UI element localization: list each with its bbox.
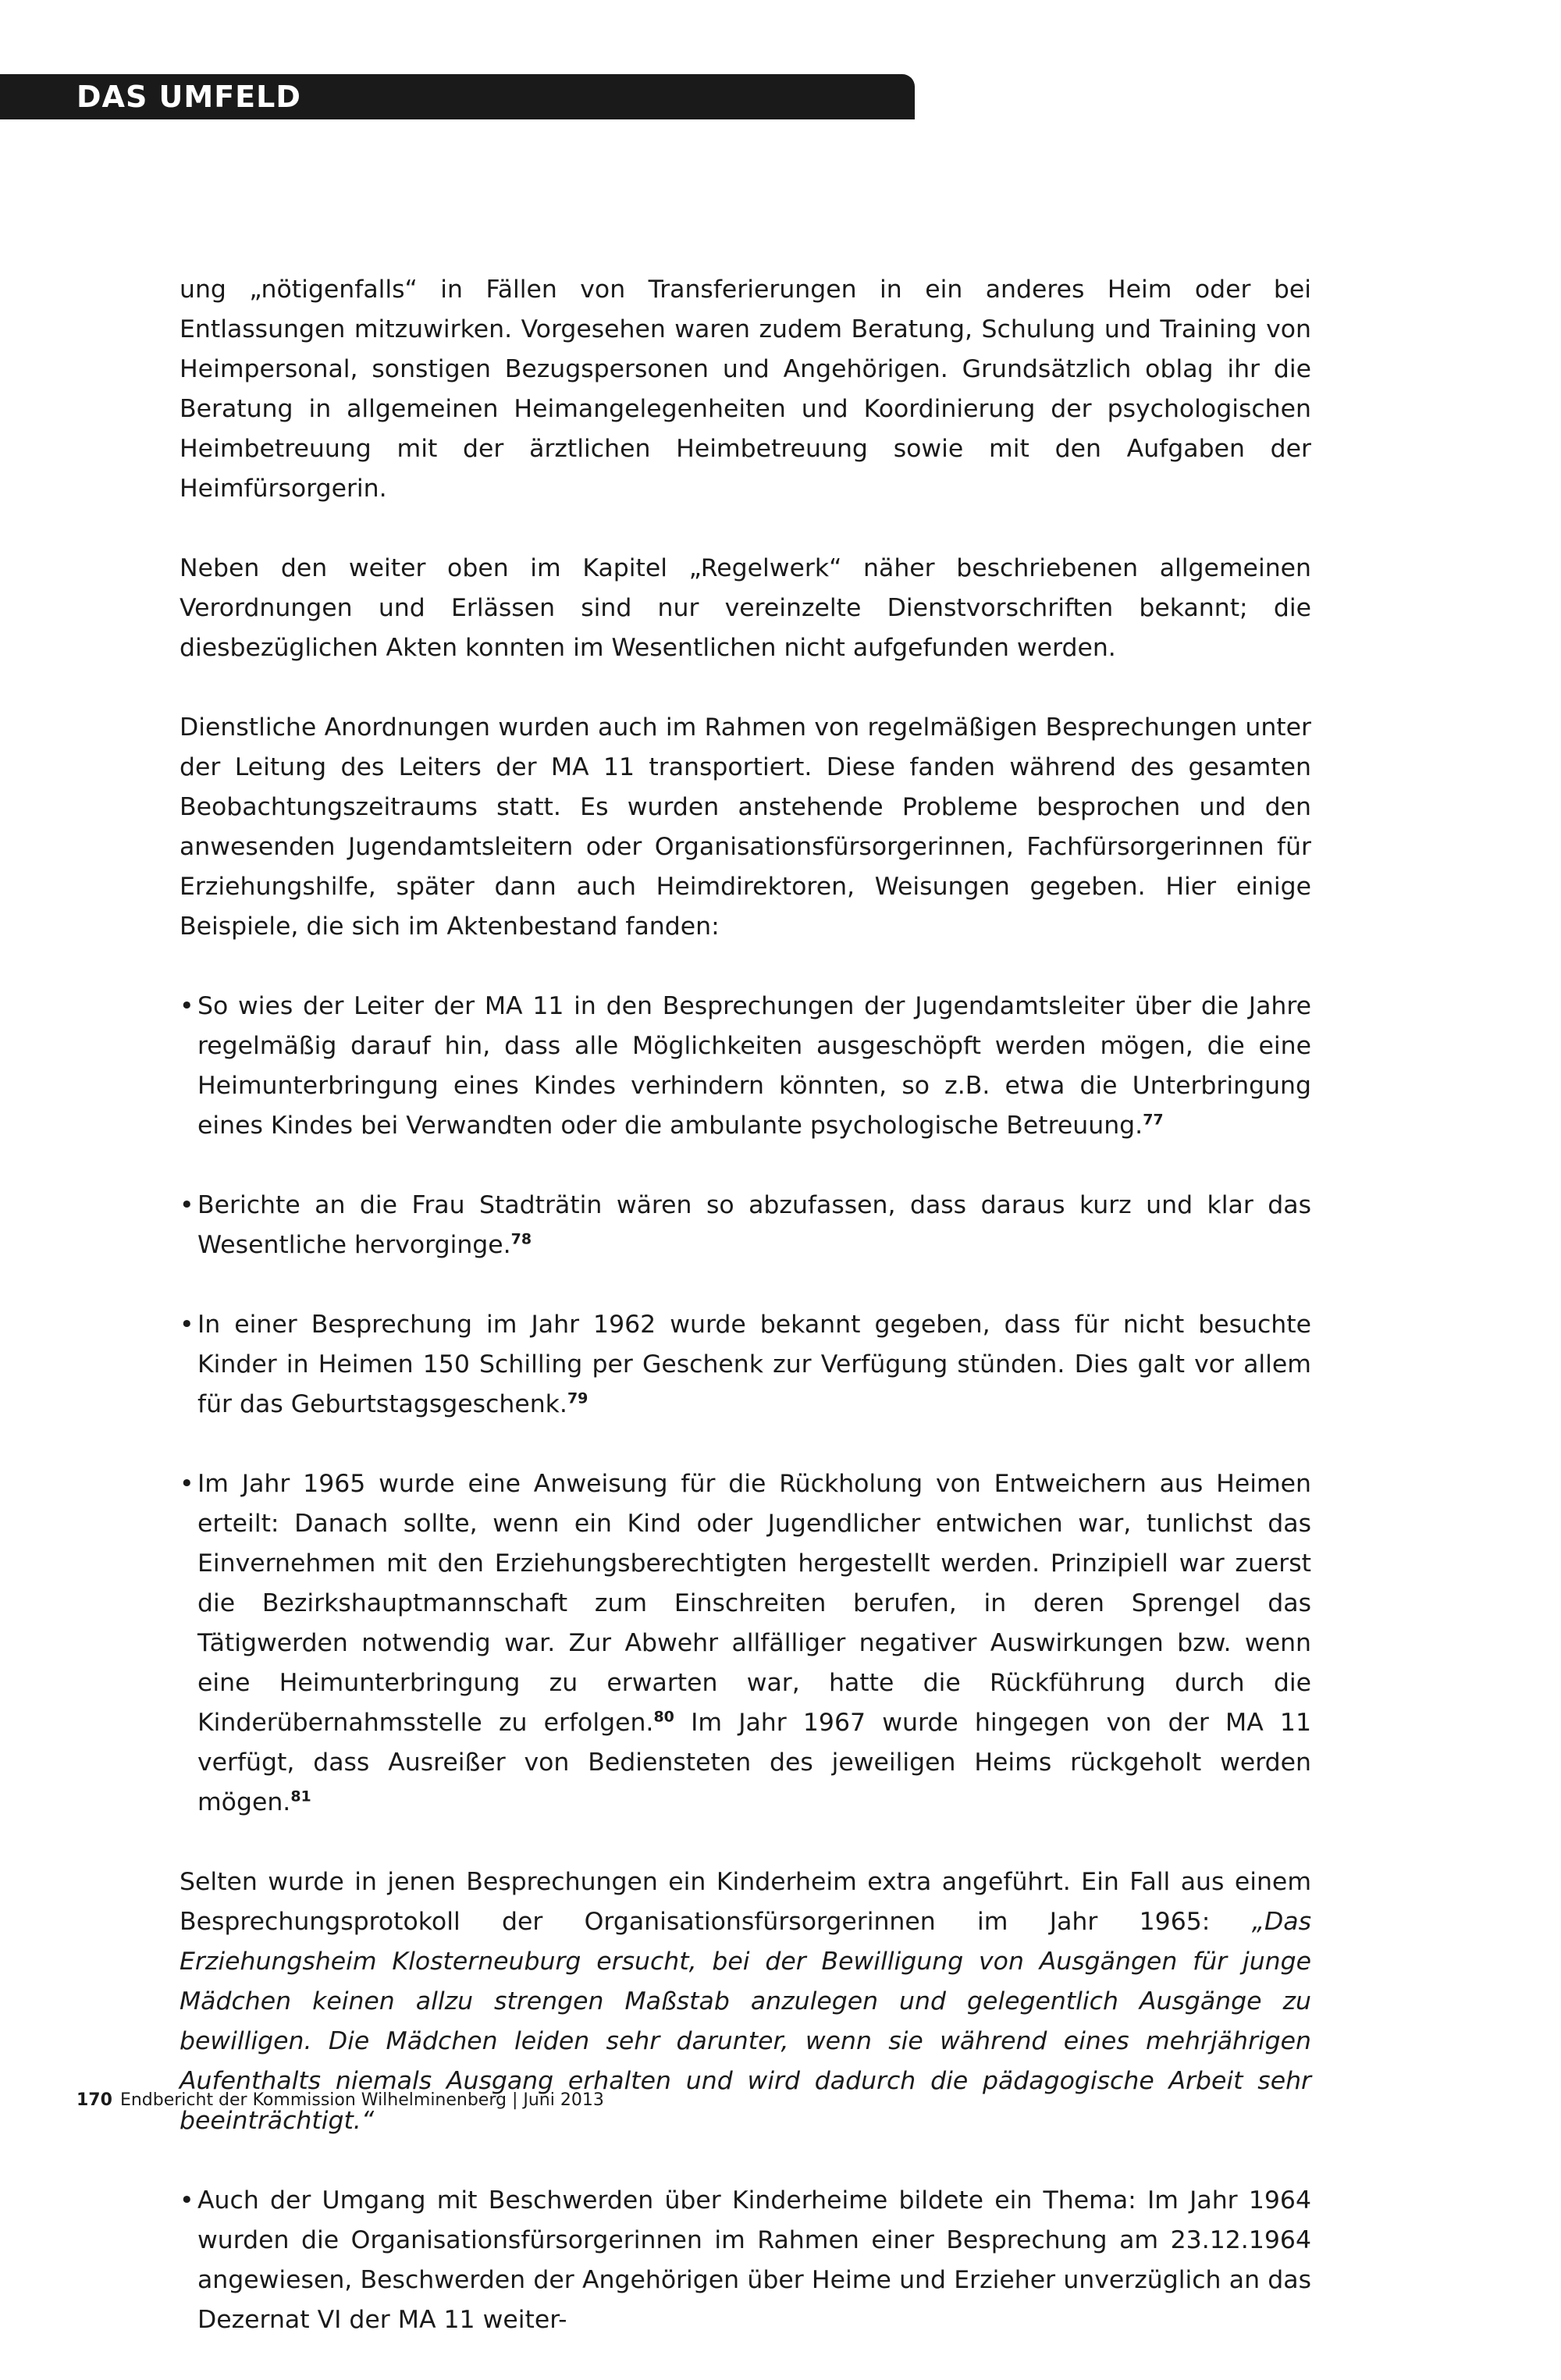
section-title: DAS UMFELD bbox=[76, 80, 301, 114]
list-item-text: Auch der Umgang mit Beschwerden über Kinderheime bildete ein Thema: Im Jahr 1964 wurden die Organisationsfürsorgerinnen im Rahmen einer Besprechung am 23.12.1964 angewiesen, Beschwerden der Angehörigen über Heime und Erzieher unverzüglich an das Dezernat VI der MA 11 weiter- bbox=[197, 2186, 1311, 2334]
footnote-ref: 79 bbox=[567, 1389, 588, 1407]
section-header-bar bbox=[0, 74, 915, 119]
paragraph-3: Dienstliche Anordnungen wurden auch im Rahmen von regelmäßigen Besprechungen unter der Leitung des Leiters der MA 11 transportiert. Diese fanden während des gesamten Beobachtungszeitraums statt. Es wurden anstehende Probleme besprochen und den anwesenden Jugendamtsleitern oder Organisationsfürsorgerinnen, Fachfürsorgerinnen für Erziehungshilfe, später dann auch Heimdirektoren, Weisungen gegeben. Hier einige Beispiele, die sich im Aktenbestand fanden: bbox=[180, 713, 1311, 941]
main-text bbox=[180, 270, 1311, 2380]
list-item bbox=[180, 987, 1311, 1146]
paragraph-1: ung „nötigenfalls“ in Fällen von Transferierungen in ein anderes Heim oder bei Entlassungen mitzuwirken. Vorgesehen waren zudem Beratung, Schulung und Training von Heimpersonal, sonstigen Bezugspersonen und Angehörigen. Grundsätzlich oblag ihr die Beratung in allgemeinen Heimangelegenheiten und Koordinierung der psychologischen Heimbetreuung mit der ärztlichen Heimbetreuung sowie mit den Aufgaben der Heimfürsorgerin. bbox=[180, 276, 1311, 503]
list-item bbox=[180, 1305, 1311, 1425]
list-item-text: So wies der Leiter der MA 11 in den Besprechungen der Jugendamtsleiter über die Jahre regelmäßig darauf hin, dass alle Möglichkeiten ausgeschöpft werden mögen, die eine Heimunterbringung eines Kindes verhindern könnten, so z.B. etwa die Unterbringung eines Kindes bei Verwandten oder die ambulante psychologische Betreuung. bbox=[197, 992, 1311, 1140]
list-item-text: Im Jahr 1965 wurde eine Anweisung für die Rückholung von Entweichern aus Heimen erteilt: Danach sollte, wenn ein Kind oder Jugendlicher entwichen war, tunlichst das Einvernehmen mit den Erziehungsberechtigten hergestellt werden. Prinzipiell war zuerst die Bezirkshauptmannschaft zum Einschreiten berufen, in deren Sprengel das Tätigwerden notwendig war. Zur Abwehr allfälliger negativer Auswirkungen bzw. wenn eine Heimunterbringung zu erwarten war, hatte die Rückführung durch die Kinderübernahmsstelle zu erfolgen. bbox=[197, 1470, 1311, 1737]
list-item bbox=[180, 1464, 1311, 1823]
list-item-text: In einer Besprechung im Jahr 1962 wurde bekannt gegeben, dass für nicht besuchte Kinder in Heimen 150 Schilling per Geschenk zur Verfügung stünden. Dies galt vor allem für das Geburtstagsgeschenk. bbox=[197, 1311, 1311, 1418]
list-item bbox=[180, 1186, 1311, 1265]
paragraph-4-text: Selten wurde in jenen Besprechungen ein Kinderheim extra angeführt. Ein Fall aus einem Besprechungsprotokoll der Organisationsfürsorgerinnen im Jahr 1965: bbox=[180, 1868, 1311, 1936]
footnote-ref: 81 bbox=[290, 1788, 311, 1805]
page-footer bbox=[76, 2090, 604, 2110]
paragraph-2: Neben den weiter oben im Kapitel „Regelwerk“ näher beschriebenen allgemeinen Verordnungen und Erlässen sind nur vereinzelte Dienstvorschriften bekannt; die diesbezüglichen Akten konnten im Wesentlichen nicht aufgefunden werden. bbox=[180, 554, 1311, 662]
list-item-text: Berichte an die Frau Stadträtin wären so abzufassen, dass daraus kurz und klar das Wesentliche hervorginge. bbox=[197, 1191, 1311, 1259]
paragraph-4-quote: „Das Erziehungsheim Klosterneuburg ersucht, bei der Bewilligung von Ausgängen für junge Mädchen keinen allzu strengen Maßstab anzulegen und gelegentlich Ausgänge zu bewilligen. Die Mädchen leiden sehr darunter, wenn sie während eines mehrjährigen Aufenthalts niemals Ausgang erhalten und wird dadurch die pädagogische Arbeit sehr beeinträchtigt.“ bbox=[180, 1908, 1311, 2135]
list-item bbox=[180, 2181, 1311, 2340]
list-item-text: Im Jahr 1967 wurde hingegen von der MA 11 verfügt, dass Ausreißer von Bediensteten des jeweiligen Heims rückgeholt werden mögen. bbox=[197, 1709, 1312, 1816]
footnote-ref: 77 bbox=[1143, 1111, 1164, 1129]
page-number: 170 bbox=[76, 2090, 112, 2110]
footnote-ref: 78 bbox=[510, 1230, 532, 1248]
publication-title: Endbericht der Kommission Wilhelminenberg | Juni 2013 bbox=[119, 2090, 604, 2110]
footnote-ref: 80 bbox=[653, 1708, 674, 1726]
